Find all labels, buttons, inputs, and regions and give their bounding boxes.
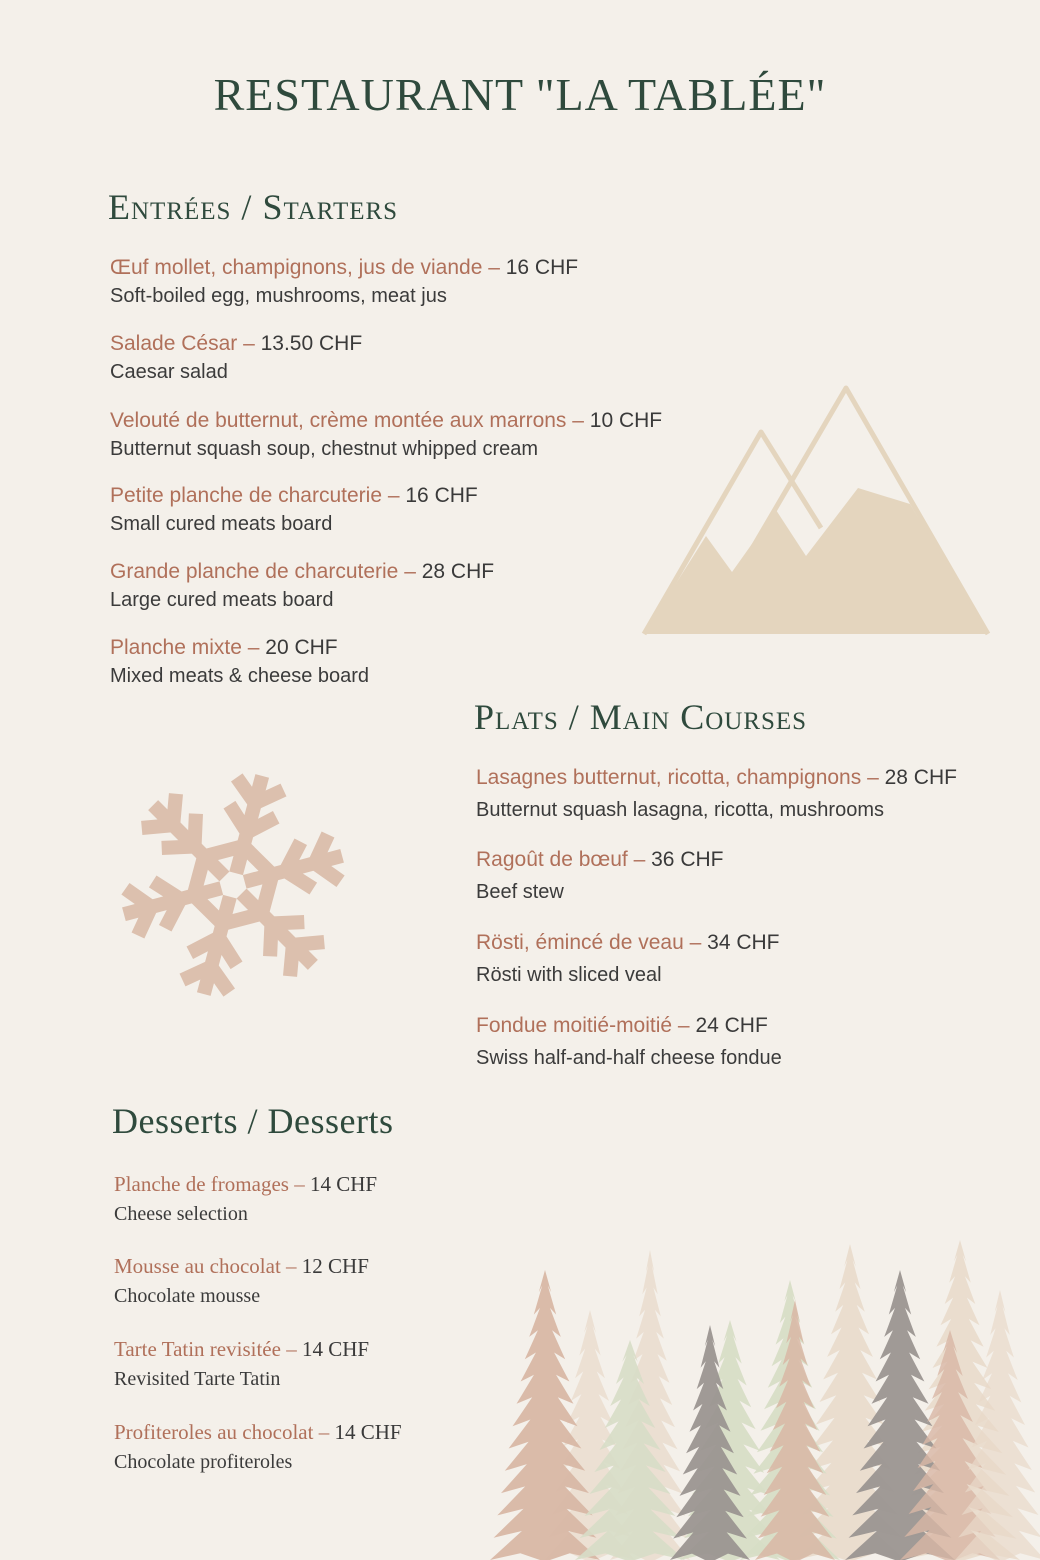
menu-item-description: Chocolate profiteroles	[114, 1451, 293, 1473]
menu-item-name: Œuf mollet, champignons, jus de viande	[110, 256, 483, 279]
menu-item-name: Mousse au chocolat	[114, 1254, 281, 1278]
starter-item-5	[110, 558, 494, 614]
menu-item-separator: –	[280, 1254, 302, 1278]
menu-item-line	[110, 482, 478, 510]
starter-item-3	[110, 407, 662, 463]
menu-item-line	[476, 764, 957, 792]
menu-item-line	[476, 1012, 782, 1040]
desserts-section-title: Desserts / Desserts	[112, 1101, 394, 1141]
snowflake-arm	[213, 770, 286, 880]
snowflake-arm	[118, 865, 228, 938]
mains-section-title: Plats / Main Courses	[474, 697, 808, 737]
menu-item-price: 10 CHF	[589, 409, 663, 432]
menu-item-name: Fondue moitié-moitié	[476, 1014, 673, 1037]
menu-item-description: Caesar salad	[110, 361, 228, 383]
mountain-illustration	[636, 380, 996, 644]
snowflake-arm	[136, 788, 242, 894]
menu-item-price: 28 CHF	[421, 560, 495, 583]
starter-item-2	[110, 330, 362, 386]
menu-item-name: Petite planche de charcuterie	[110, 484, 383, 507]
menu-item-description: Soft-boiled egg, mushrooms, meat jus	[110, 285, 447, 307]
starter-item-1	[110, 254, 578, 310]
dessert-item-1	[114, 1170, 377, 1228]
menu-item-price: 14 CHF	[301, 1337, 370, 1361]
menu-item-line	[114, 1170, 377, 1198]
menu-item-description: Mixed meats & cheese board	[110, 665, 370, 687]
menu-item-name: Salade César	[110, 332, 238, 355]
menu-item-line	[110, 254, 578, 282]
menu-item-separator: –	[288, 1172, 310, 1196]
menu-item-separator: –	[313, 1420, 335, 1444]
menu-item-separator: –	[398, 560, 422, 583]
menu-item-line	[476, 846, 723, 874]
menu-item-description: Butternut squash soup, chestnut whipped cream	[110, 438, 539, 460]
menu-item-description: Large cured meats board	[110, 589, 334, 611]
menu-item-separator: –	[280, 1337, 302, 1361]
menu-item-separator: –	[241, 636, 266, 659]
snowflake-icon	[112, 766, 354, 1004]
menu-item-price: 13.50 CHF	[260, 332, 363, 355]
menu-item-description: Revisited Tarte Tatin	[114, 1368, 281, 1390]
menu-item-name: Tarte Tatin revisitée	[114, 1337, 281, 1361]
menu-item-price: 16 CHF	[505, 256, 579, 279]
main-item-2	[476, 846, 723, 906]
menu-item-line	[110, 558, 494, 586]
menu-item-price: 20 CHF	[265, 636, 338, 659]
menu-item-description: Swiss half-and-half cheese fondue	[476, 1047, 782, 1069]
menu-item-line	[114, 1418, 402, 1446]
menu-item-line	[110, 330, 362, 358]
dessert-item-2	[114, 1252, 369, 1310]
menu-item-price: 14 CHF	[309, 1172, 378, 1196]
menu-item-price: 28 CHF	[884, 766, 957, 789]
menu-item-separator: –	[861, 766, 885, 789]
menu-item-line	[110, 634, 369, 662]
menu-item-name: Profiteroles au chocolat	[114, 1420, 314, 1444]
snowflake-arm	[180, 890, 253, 1000]
menu-item-description: Butternut squash lasagna, ricotta, mushrooms	[476, 799, 884, 821]
snowflake-arm	[238, 832, 348, 905]
forest-illustration	[480, 1230, 1040, 1560]
starters-section-title: Entrées / Starters	[108, 187, 399, 227]
starter-item-4	[110, 482, 478, 538]
menu-item-name: Grande planche de charcuterie	[110, 560, 399, 583]
menu-item-price: 14 CHF	[334, 1420, 402, 1444]
menu-item-price: 34 CHF	[707, 931, 780, 954]
menu-item-price: 16 CHF	[405, 484, 478, 507]
restaurant-title: RESTAURANT "LA TABLÉE"	[213, 69, 827, 120]
menu-item-name: Lasagnes butternut, ricotta, champignons	[476, 766, 862, 789]
menu-item-price: 24 CHF	[695, 1014, 768, 1037]
snowflake-center	[188, 837, 277, 933]
menu-item-price: 12 CHF	[301, 1254, 369, 1278]
menu-item-description: Chocolate mousse	[114, 1285, 261, 1307]
menu-item-description: Rösti with sliced veal	[476, 964, 662, 986]
menu-item-separator: –	[237, 332, 261, 355]
menu-item-name: Planche de fromages	[114, 1172, 289, 1196]
menu-item-price: 36 CHF	[651, 848, 724, 871]
menu-item-description: Cheese selection	[114, 1203, 248, 1225]
menu-item-separator: –	[382, 484, 406, 507]
menu-item-separator: –	[672, 1014, 696, 1037]
menu-item-separator: –	[683, 931, 708, 954]
menu-item-name: Rösti, émincé de veau	[476, 931, 684, 954]
menu-item-separator: –	[627, 848, 652, 871]
main-item-4	[476, 1012, 782, 1072]
menu-item-line	[114, 1335, 369, 1363]
main-item-3	[476, 929, 780, 989]
menu-item-line	[476, 929, 780, 957]
starter-item-6	[110, 634, 369, 690]
menu-item-name: Planche mixte	[110, 636, 242, 659]
menu-item-name: Velouté de butternut, crème montée aux marrons	[110, 409, 567, 432]
menu-item-separator: –	[482, 256, 506, 279]
dessert-item-3	[114, 1335, 369, 1393]
menu-item-line	[110, 407, 662, 435]
dessert-item-4	[114, 1418, 402, 1476]
main-item-1	[476, 764, 957, 824]
menu-item-description: Beef stew	[476, 881, 564, 903]
snowflake-arm	[224, 876, 330, 982]
menu-item-separator: –	[566, 409, 590, 432]
menu-item-description: Small cured meats board	[110, 513, 333, 535]
mountain-body	[644, 488, 988, 634]
menu-item-line	[114, 1252, 369, 1280]
menu-item-name: Ragoût de bœuf	[476, 848, 628, 871]
